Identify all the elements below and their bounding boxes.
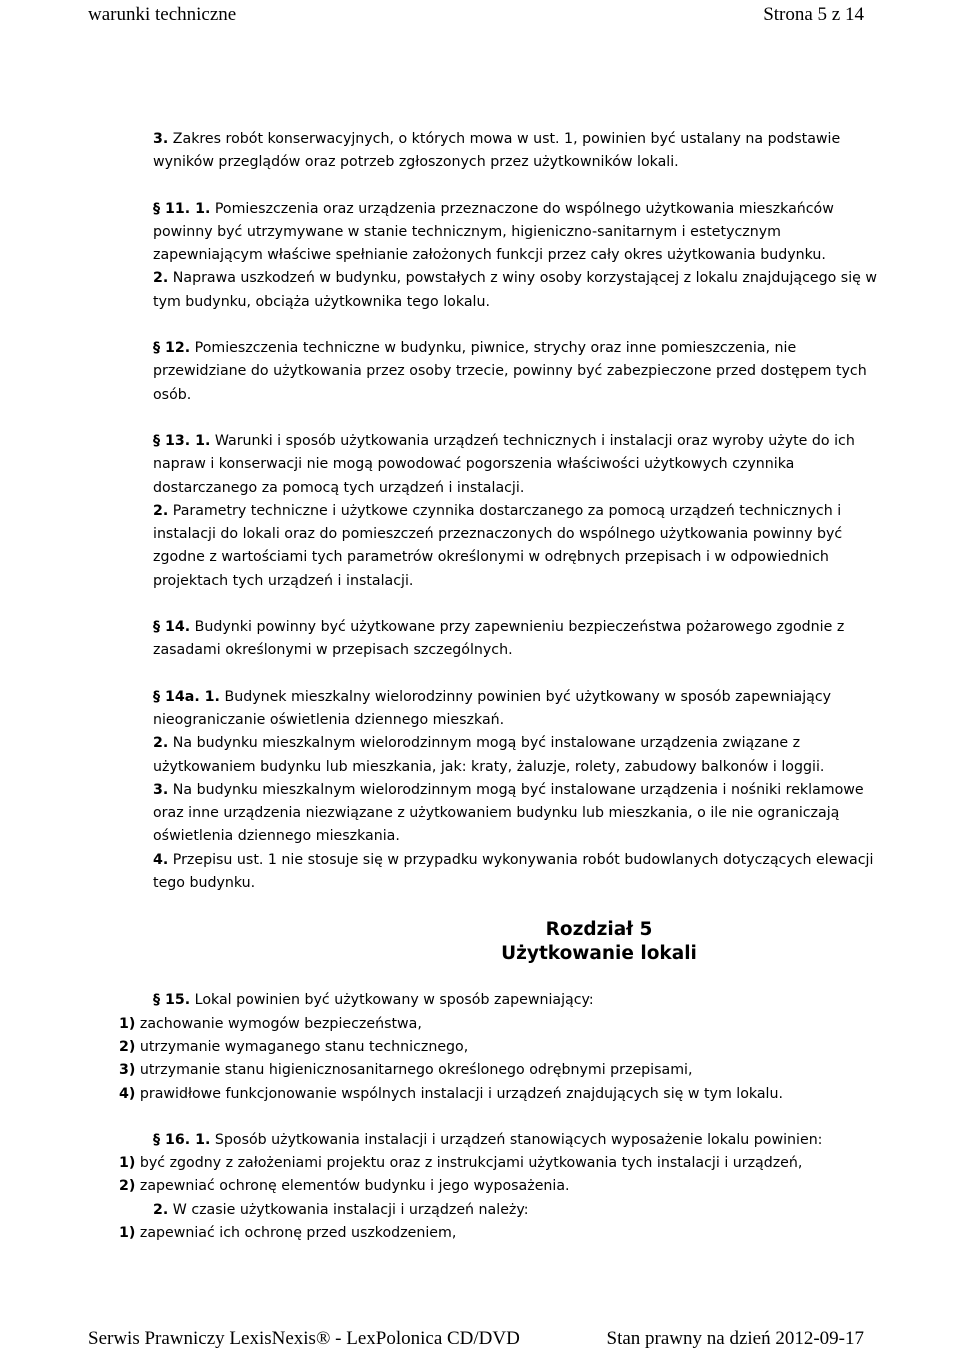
section-sign: § (153, 200, 161, 217)
section-sign: § (153, 432, 161, 449)
paragraph-14a-4: 4. Przepisu ust. 1 nie stosuje się w przypadku wykonywania robót budowlanych dotyczących elewacji tego budynku. (153, 851, 874, 892)
header-page-number: Strona 5 z 14 (763, 4, 864, 25)
list-item: 3) utrzymanie stanu higienicznosanitarnego określonego odrębnymi przepisami, (119, 1062, 693, 1079)
footer-date: Stan prawny na dzień 2012-09-17 (606, 1328, 864, 1349)
section-sign: § (153, 688, 161, 705)
chapter-number: Rozdział 5 (545, 919, 653, 941)
document-body (119, 128, 879, 1245)
paragraph-14a-1: § 14a. 1. Budynek mieszkalny wielorodzinny powinien być użytkowany w sposób zapewniający nieograniczanie oświetlenia dziennego mieszkań. (153, 688, 832, 728)
header-title: warunki techniczne (88, 4, 237, 25)
paragraph-14a-3: 3. Na budynku mieszkalnym wielorodzinnym mogą być instalowane urządzenia i nośniki reklamowe oraz inne urządzenia niezwiązane z użytkowaniem budynku lub mieszkania, o ile nie ograniczają oświetlenia dziennego mieszkania. (153, 781, 864, 845)
paragraph-16-2: 2. W czasie użytkowania instalacji i urządzeń należy: (153, 1201, 529, 1218)
paragraph-11-2: 2. Naprawa uszkodzeń w budynku, powstałych z winy osoby korzystającej z lokalu znajdującego się w tym budynku, obciąża użytkownika tego lokalu. (153, 270, 877, 310)
paragraph-15: § 15. Lokal powinien być użytkowany w sposób zapewniający: (153, 992, 594, 1009)
list-item: 1) zachowanie wymogów bezpieczeństwa, (119, 1015, 422, 1032)
section-sign: § (153, 340, 161, 357)
paragraph-11-1: § 11. 1. Pomieszczenia oraz urządzenia przeznaczone do wspólnego użytkowania mieszkańców powinny być utrzymywane w stanie technicznym, higieniczno-sanitarnym i estetycznym zapewniającym właściwe spełnianie założonych funkcji przez cały okres użytkowania budynku. (153, 200, 834, 264)
chapter-title: Użytkowanie lokali (501, 943, 697, 965)
list-item: 2) utrzymanie wymaganego stanu technicznego, (119, 1038, 469, 1055)
list-item: 2) zapewniać ochronę elementów budynku i jego wyposażenia. (119, 1178, 570, 1195)
section-sign: § (153, 992, 161, 1009)
paragraph-16-1: § 16. 1. Sposób użytkowania instalacji i urządzeń stanowiących wyposażenie lokalu powinien: (153, 1131, 823, 1148)
section-sign: § (153, 1131, 161, 1148)
page-footer (88, 1328, 864, 1350)
list-item: 4) prawidłowe funkcjonowanie wspólnych instalacji i urządzeń znajdujących się w tym lokalu. (119, 1085, 783, 1102)
paragraph-12: § 12. Pomieszczenia techniczne w budynku, piwnice, strychy oraz inne pomieszczenia, nie przewidziane do użytkowania przez osoby trzecie, powinny być zabezpieczone przed dostępem tych osób. (153, 340, 867, 403)
page-header (88, 4, 864, 26)
footer-source: Serwis Prawniczy LexisNexis® - LexPolonica CD/DVD (88, 1328, 520, 1349)
paragraph-13-1: § 13. 1. Warunki i sposób użytkowania urządzeń technicznych i instalacji oraz wyroby użyte do ich napraw i konserwacji nie mogą powodować pogorszenia właściwości użytkowych czynnika dostarczanego za pomocą tych urządzeń i instalacji. (153, 432, 855, 496)
section-sign: § (153, 619, 161, 636)
paragraph-ust-3: 3. Zakres robót konserwacyjnych, o których mowa w ust. 1, powinien być ustalany na podstawie wyników przeglądów oraz potrzeb zgłoszonych przez użytkowników lokali. (153, 131, 841, 171)
list-item: 1) zapewniać ich ochronę przed uszkodzeniem, (119, 1224, 457, 1241)
paragraph-14a-2: 2. Na budynku mieszkalnym wielorodzinnym mogą być instalowane urządzenia związane z użytkowaniem budynku lub mieszkania, jak: kraty, żaluzje, rolety, zabudowy balkonów i loggii. (153, 735, 825, 775)
list-item: 1) być zgodny z założeniami projektu oraz z instrukcjami użytkowania tych instalacji i urządzeń, (119, 1155, 803, 1172)
paragraph-13-2: 2. Parametry techniczne i użytkowe czynnika dostarczanego za pomocą urządzeń technicznych i instalacji do lokali oraz do pomieszczeń przeznaczonych do wspólnego użytkowania powinny być zgodne z wartościami tych parametrów określonymi w odrębnych przepisach i w odpowiednich projektach tych urządzeń i instalacji. (153, 502, 843, 589)
paragraph-14: § 14. Budynki powinny być użytkowane przy zapewnieniu bezpieczeństwa pożarowego zgodnie z zasadami określonymi w przepisach szczególnych. (153, 619, 845, 659)
